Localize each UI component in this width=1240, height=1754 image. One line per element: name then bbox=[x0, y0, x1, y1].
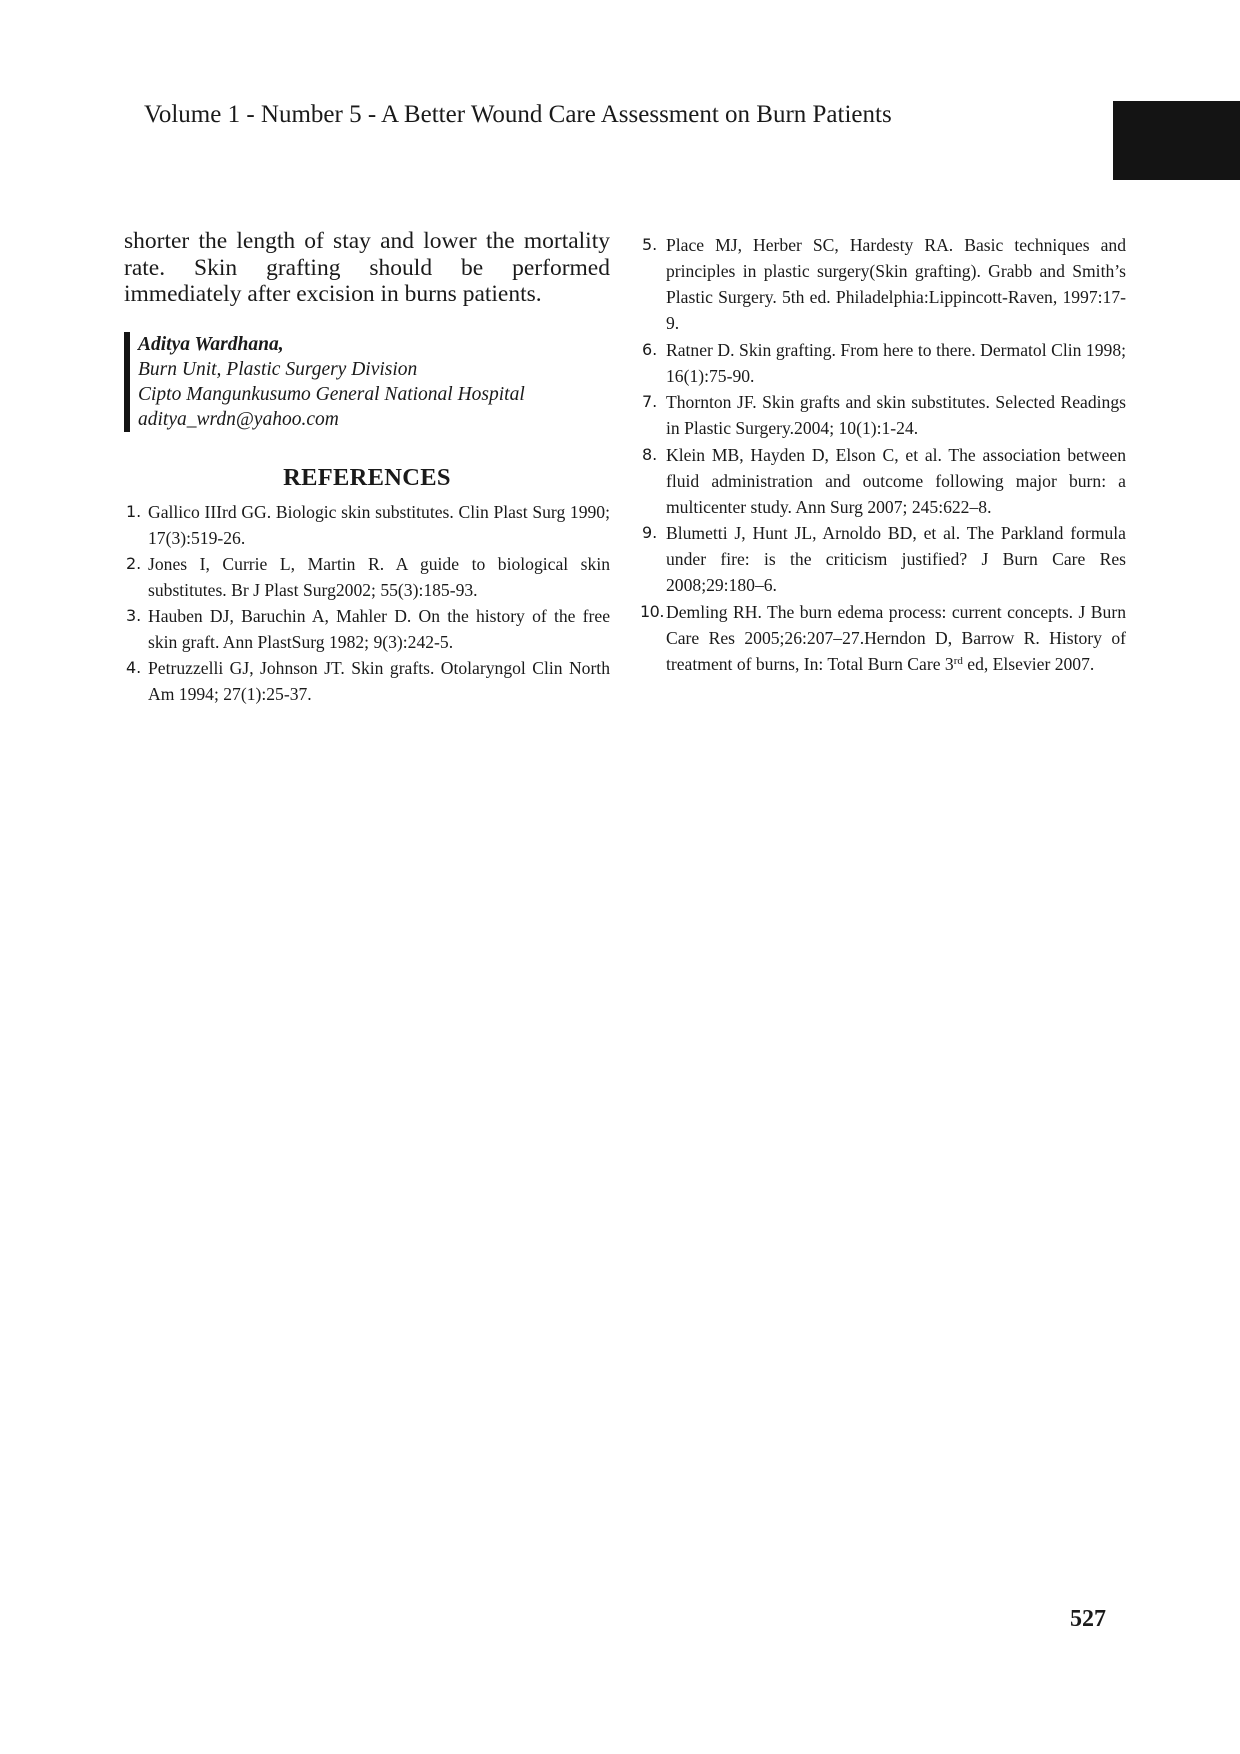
right-column bbox=[640, 232, 1126, 677]
reference-item bbox=[124, 655, 610, 707]
reference-number: 6. bbox=[642, 339, 658, 359]
reference-number: 5. bbox=[642, 235, 658, 254]
reference-number: 9. bbox=[642, 523, 658, 542]
reference-superscript: rd bbox=[953, 654, 963, 667]
reference-item bbox=[124, 551, 610, 603]
references-heading: REFERENCES bbox=[283, 463, 451, 491]
author-email: aditya_wrdn@yahoo.com bbox=[138, 408, 339, 430]
reference-item bbox=[640, 442, 1126, 520]
reference-text: Demling RH. The burn edema process: current concepts. J Burn Care Res 2005;26:207–27.Herndon D, Barrow R. History of treatment of burns, In: Total Burn Care 3 bbox=[666, 601, 1126, 674]
running-header: Volume 1 - Number 5 - A Better Wound Care Assessment on Burn Patients bbox=[144, 101, 892, 128]
page-number: 527 bbox=[1070, 1606, 1106, 1632]
reference-number: 10. bbox=[640, 601, 664, 621]
left-column bbox=[124, 228, 610, 707]
author-unit: Burn Unit, Plastic Surgery Division bbox=[138, 358, 418, 380]
reference-item bbox=[640, 520, 1126, 598]
reference-number: 2. bbox=[126, 553, 142, 573]
reference-text-tail: ed, Elsevier 2007. bbox=[962, 653, 1095, 674]
reference-list-left bbox=[124, 499, 610, 707]
reference-number: 1. bbox=[126, 501, 142, 521]
reference-text: Thornton JF. Skin grafts and skin substitutes. Selected Readings in Plastic Surgery.2004; 10(1):1-24. bbox=[666, 392, 1126, 438]
body-paragraph: shorter the length of stay and lower the mortality rate. Skin grafting should be performed immediately after excision in burns patients. bbox=[124, 228, 610, 308]
author-affiliation-box bbox=[124, 332, 610, 432]
reference-item bbox=[124, 603, 610, 655]
section-tab-marker bbox=[1113, 101, 1240, 180]
reference-number: 8. bbox=[642, 444, 658, 464]
reference-text: Klein MB, Hayden D, Elson C, et al. The association between fluid administration and outcome following major burn: a multicenter study. Ann Surg 2007; 245:622–8. bbox=[666, 444, 1126, 517]
reference-item bbox=[124, 499, 610, 551]
reference-item bbox=[640, 232, 1126, 336]
reference-text: Blumetti J, Hunt JL, Arnoldo BD, et al. The Parkland formula under fire: is the criticism justified? J Burn Care Res 2008;29:180–6. bbox=[666, 523, 1126, 595]
reference-item bbox=[640, 337, 1126, 389]
reference-text: Ratner D. Skin grafting. From here to there. Dermatol Clin 1998; 16(1):75-90. bbox=[666, 339, 1126, 386]
reference-number: 4. bbox=[126, 657, 142, 677]
author-name: Aditya Wardhana, bbox=[138, 333, 284, 355]
author-hospital: Cipto Mangunkusumo General National Hospital bbox=[138, 383, 525, 405]
reference-text: Jones I, Currie L, Martin R. A guide to biological skin substitutes. Br J Plast Surg2002; 55(3):185-93. bbox=[148, 553, 610, 600]
reference-item bbox=[640, 389, 1126, 441]
reference-text: Gallico IIIrd GG. Biologic skin substitutes. Clin Plast Surg 1990; 17(3):519-26. bbox=[148, 501, 610, 548]
reference-text: Hauben DJ, Baruchin A, Mahler D. On the history of the free skin graft. Ann PlastSurg 1982; 9(3):242-5. bbox=[148, 605, 610, 652]
reference-list-right bbox=[640, 232, 1126, 677]
reference-text: Place MJ, Herber SC, Hardesty RA. Basic techniques and principles in plastic surgery(Skin grafting). Grabb and Smith’s Plastic Surgery. 5th ed. Philadelphia:Lippincott-Raven, 1997:17-9. bbox=[666, 235, 1126, 333]
reference-number: 7. bbox=[642, 392, 658, 411]
reference-text: Petruzzelli GJ, Johnson JT. Skin grafts. Otolaryngol Clin North Am 1994; 27(1):25-37. bbox=[148, 657, 610, 704]
reference-number: 3. bbox=[126, 605, 142, 625]
reference-item bbox=[640, 599, 1126, 677]
